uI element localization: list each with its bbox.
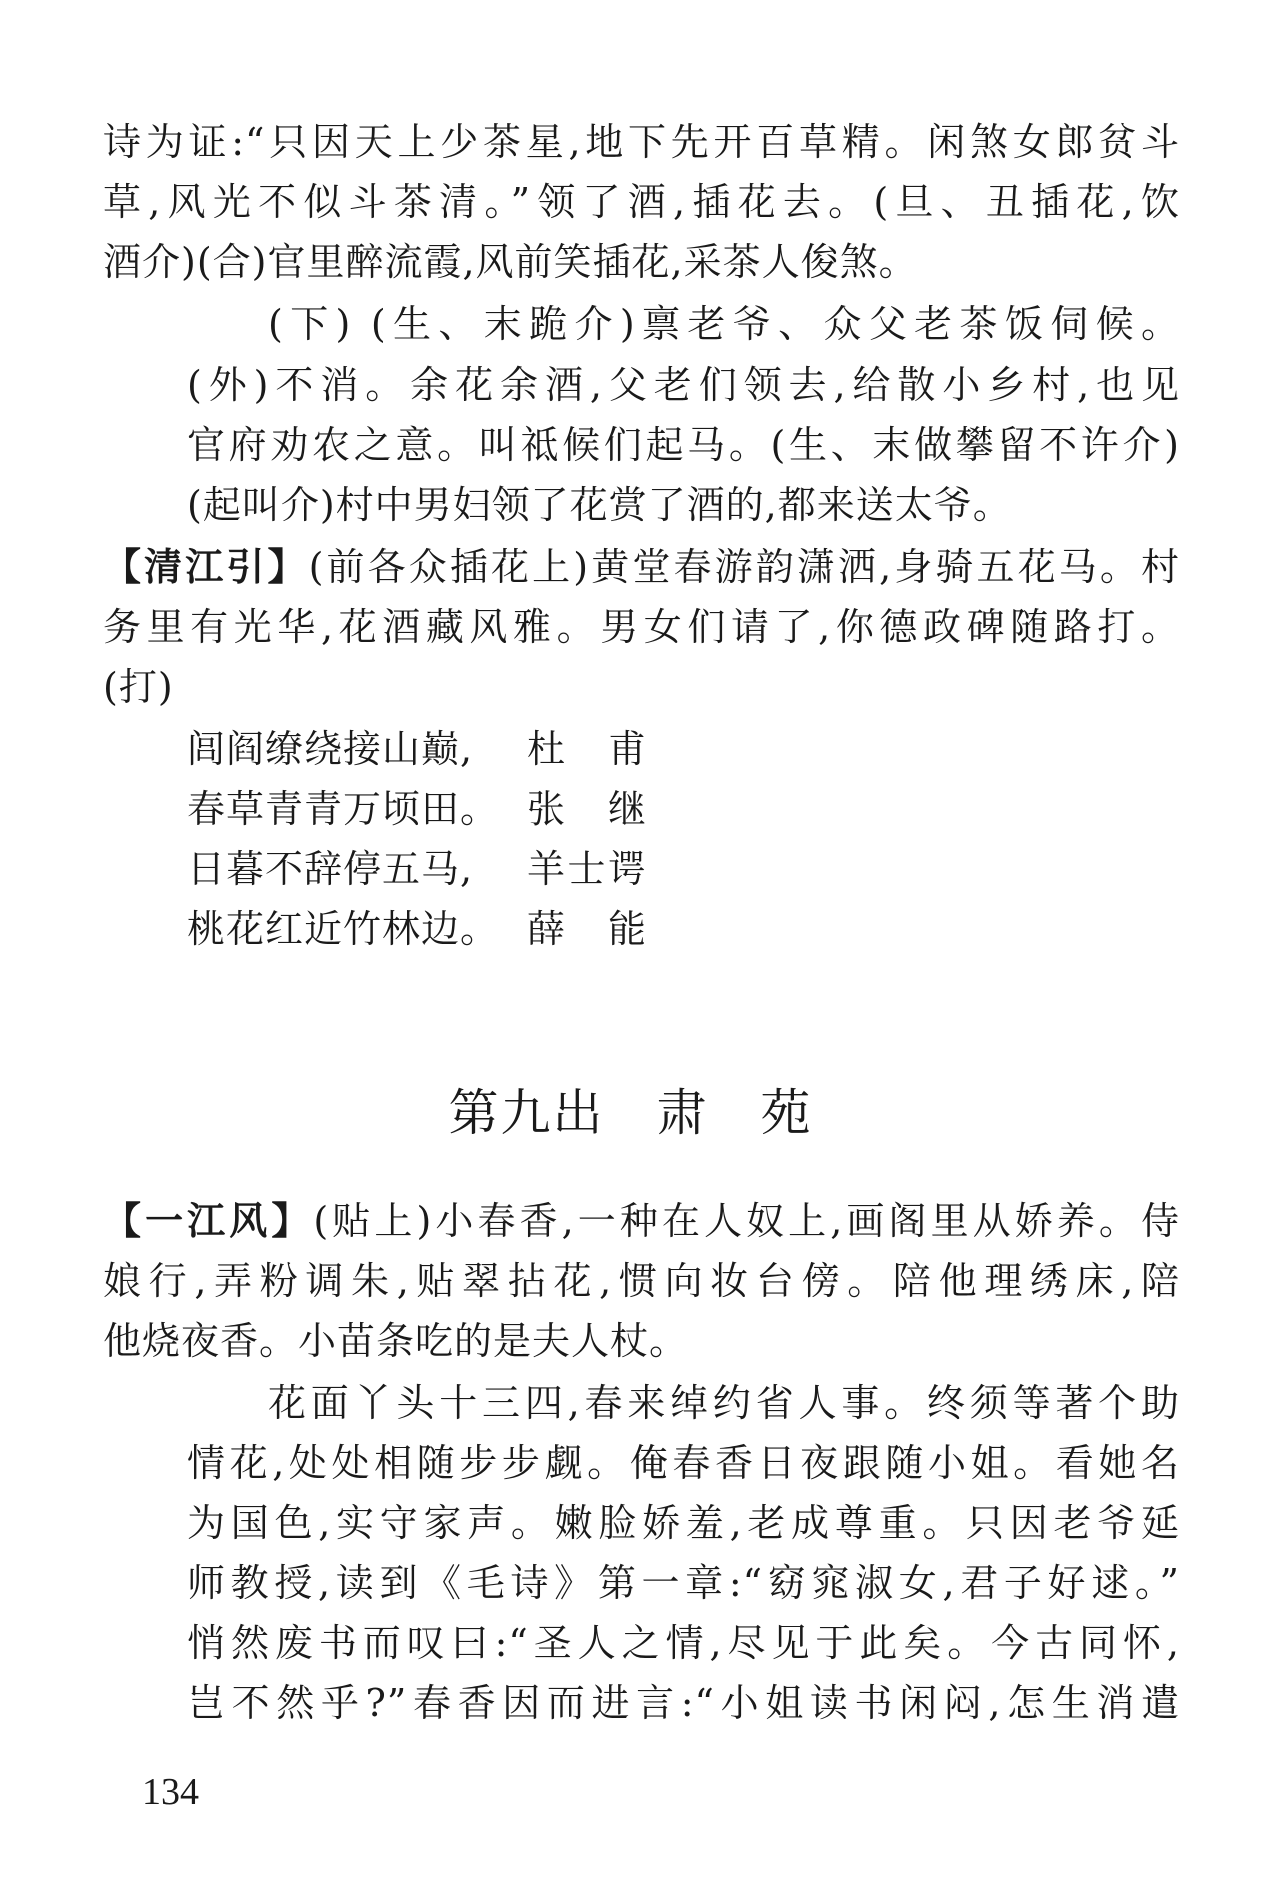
poem-author: 杜甫 [527,727,647,771]
poem-author: 薛能 [527,907,647,951]
page-number: 134 [142,1771,199,1813]
text-line: (打) [103,665,174,709]
text-line: 悄然废书而叹曰:“圣人之情,尽见于此矣。今古同怀, [187,1621,1180,1665]
text-line: 他烧夜香。小苗条吃的是夫人杖。 [103,1319,689,1363]
text-line: (外)不消。余花余酒,父老们领去,给散小乡村,也见 [187,363,1180,407]
poem-verse: 闾阎缭绕接山巅, [187,727,474,771]
text-line: (下) (生、末跪介)禀老爷、众父老茶饭伺候。 [268,302,1180,346]
text-line: (起叫介)村中男妇领了花赏了酒的,都来送太爷。 [187,483,1012,527]
poem-author: 羊士谔 [527,847,647,891]
lyric-text: (贴上)小春香,一种在人奴上,画阁里从娇养。侍 [313,1199,1180,1243]
poem-line [187,845,647,893]
text-line: 官府劝农之意。叫祗候们起马。(生、末做攀留不许介) [187,423,1180,467]
text-line: 花面丫头十三四,春来绰约省人事。终须等著个助 [268,1381,1180,1425]
poem-line [187,905,647,953]
yijiangfeng-line [103,1197,1180,1245]
text-line: 务里有光华,花酒藏风雅。男女们请了,你德政碑随路打。 [103,605,1180,649]
poem-verse: 春草青青万顷田。 [187,787,500,831]
text-line: 诗为证:“只因天上少茶星,地下先开百草精。闲煞女郎贫斗 [103,120,1180,164]
text-line: 岂不然乎?”春香因而进言:“小姐读书闲闷,怎生消遣 [187,1681,1180,1725]
text-line: 为国色,实守家声。嫩脸娇羞,老成尊重。只因老爷延 [187,1501,1180,1545]
text-line: 酒介)(合)官里醉流霞,风前笑插花,采茶人俊煞。 [103,240,918,284]
tune-name: 【一江风】 [103,1199,314,1243]
poem-line [187,725,647,773]
text-line: 情花,处处相随步步觑。俺春香日夜跟随小姐。看她名 [187,1441,1180,1485]
text-line: 娘行,弄粉调朱,贴翠拈花,惯向妆台傍。陪他理绣床,陪 [103,1259,1180,1303]
chapter-title: 第九出 肃 苑 [448,1084,813,1142]
poem-author: 张继 [527,787,647,831]
lyric-text: (前各众插花上)黄堂春游韵潇洒,身骑五花马。村 [308,545,1180,589]
tune-name: 【清江引】 [103,545,309,589]
text-line: 草,风光不似斗茶清。”领了酒,插花去。(旦、丑插花,饮 [103,180,1180,224]
poem-verse: 日暮不辞停五马, [187,847,474,891]
text-line: 师教授,读到《毛诗》第一章:“窈窕淑女,君子好逑。” [187,1561,1180,1605]
qingjiangyin-line [103,543,1180,591]
poem-verse: 桃花红近竹林边。 [187,907,500,951]
poem-line [187,785,647,833]
